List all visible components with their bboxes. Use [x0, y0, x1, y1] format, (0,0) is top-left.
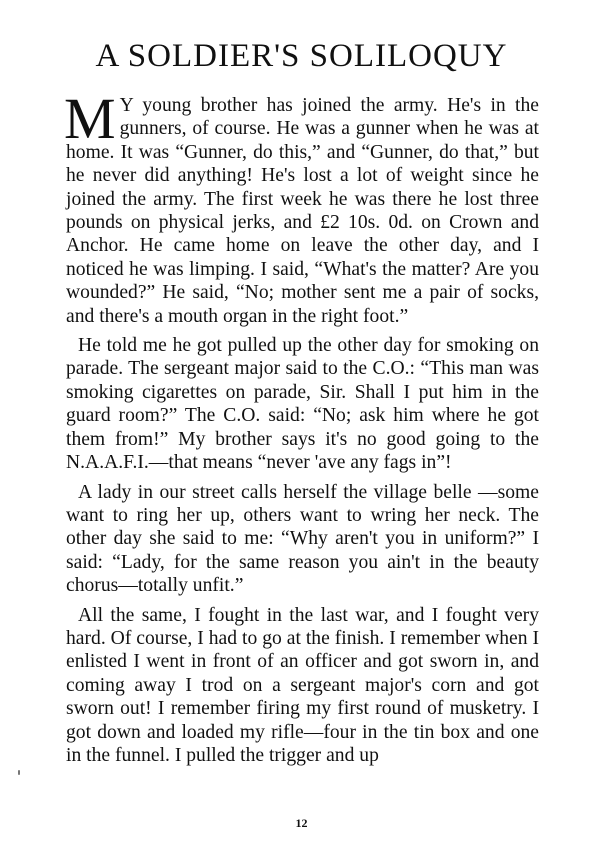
page-title: A SOLDIER'S SOLILOQUY [95, 38, 508, 74]
paragraph-1-text: Y young brother has joined the army. He's in the gunners, of course. He was a gunner when he was at home. It was “Gunner, do this,” and “Gunner, do that,” but he never did anything! He's lost a lot of weight since he joined the army. The first week he was there he lost three pounds on physical jerks, and £2 10s. 0d. on Crown and Anchor. He came home on leave the other day, and I noticed he was limping. I said, “What's the matter? Are you wounded?” He said, “No; mother sent me a pair of socks, and there's a mouth organ in the right foot.” [66, 95, 539, 327]
drop-cap: M [64, 86, 116, 151]
paragraph-1 [64, 86, 539, 328]
paragraph-3: A lady in our street calls herself the village belle —some want to ring her up, others want to wring her neck. The other day she said to me: “Why aren't you in uniform?” I said: “Lady, for the same reason you ain't in the beauty chorus—totally unfit.” [66, 481, 539, 597]
page-number: 12 [295, 816, 308, 830]
paragraph-4: All the same, I fought in the last war, and I fought very hard. Of course, I had to go at the finish. I remember when I enlisted I went in front of an officer and got sworn in, and coming away I trod on a sergeant major's corn and got sworn out! I remember firing my first round of musketry. I got down and loaded my rifle—four in the tin box and one in the funnel. I pulled the trigger and up [66, 604, 539, 766]
article-body [64, 86, 539, 773]
paragraph-2: He told me he got pulled up the other day for smoking on parade. The sergeant major said to the C.O.: “This man was smoking cigarettes on parade, Sir. Shall I put him in the guard room?” The C.O. said: “No; ask him where he got them from!” My brother says it's no good going to the N.A.A.F.I.—that means “never 'ave any fags in”! [66, 335, 539, 474]
print-speck [18, 770, 20, 775]
